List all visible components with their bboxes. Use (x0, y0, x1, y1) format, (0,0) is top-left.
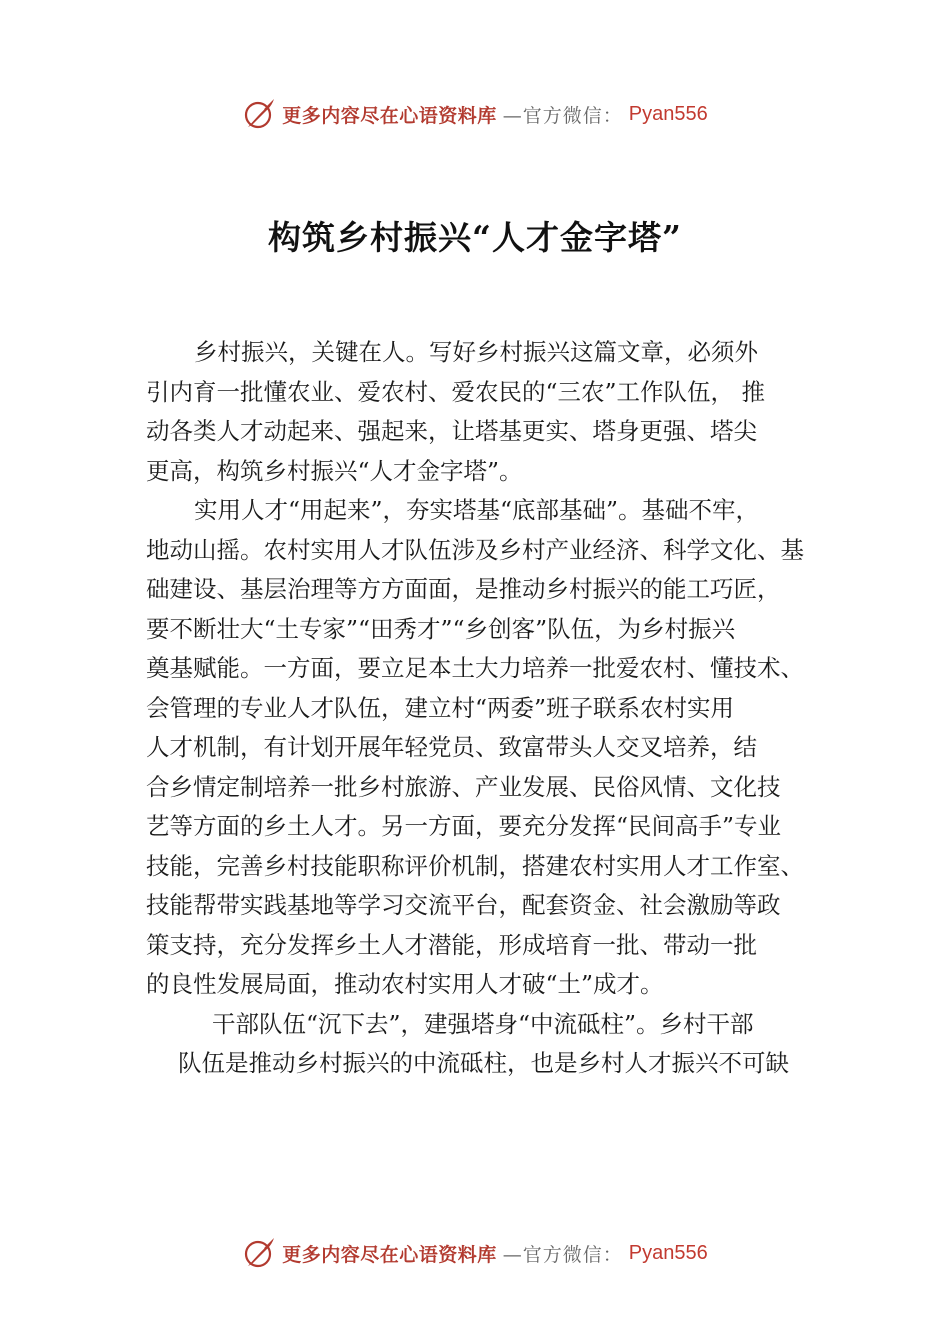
official-wechat-label: —官方微信： (502, 1243, 623, 1266)
text-line: 技能，完善乡村技能职称评价机制，搭建农村实用人才工作室、 (146, 851, 804, 880)
text-line: 人才机制，有计划开展年轻党员、致富带头人交叉培养，结 (146, 733, 757, 761)
brand-text: 更多内容尽在心语资料库 (282, 104, 497, 127)
text-line: 乡村振兴，关键在人。写好乡村振兴这篇文章，必须外 (194, 338, 758, 366)
paragraph-3 (146, 1005, 826, 1084)
text-line: 队伍是推动乡村振兴的中流砥柱，也是乡村人才振兴不可缺 (178, 1049, 789, 1077)
text-line: 动各类人才动起来、强起来，让塔基更实、塔身更强、塔尖 (146, 417, 757, 445)
feather-pen-logo-icon (242, 1236, 276, 1270)
text-line: 更高，构筑乡村振兴“人才金字塔”。 (146, 456, 523, 485)
wechat-id: Pyan556 (628, 1241, 708, 1264)
text-line: 引内育一批懂农业、爱农村、爱农民的“三农”工作队伍， 推 (146, 377, 765, 406)
official-wechat-label: —官方微信： (502, 104, 623, 127)
text-line: 艺等方面的乡土人才。另一方面，要充分发挥“民间高手”专业 (146, 812, 782, 840)
text-line: 策支持，充分发挥乡土人才潜能，形成培育一批、带动一批 (146, 930, 757, 959)
paragraph-2 (146, 491, 826, 1005)
footer-banner (0, 1233, 950, 1273)
text-line: 技能帮带实践基地等学习交流平台，配套资金、社会激励等政 (146, 891, 781, 919)
text-line: 干部队伍“沉下去”，建强塔身“中流砥柱”。乡村干部 (212, 1009, 754, 1038)
feather-pen-logo-icon (242, 97, 276, 131)
document-title: 构筑乡村振兴“人才金字塔” (268, 218, 682, 257)
text-line: 奠基赋能。一方面，要立足本土大力培养一批爱农村、懂技术、 (146, 654, 804, 682)
text-line: 的良性发展局面，推动农村实用人才破“土”成才。 (146, 970, 664, 998)
text-line: 础建设、基层治理等方方面面，是推动乡村振兴的能工巧匠， (146, 575, 781, 603)
document-body (146, 333, 826, 1084)
brand-text: 更多内容尽在心语资料库 (282, 1243, 497, 1266)
text-line: 合乡情定制培养一批乡村旅游、产业发展、民俗风情、文化技 (146, 772, 781, 801)
text-line: 要不断壮大“土专家”“田秀才”“乡创客”队伍，为乡村振兴 (146, 614, 736, 643)
text-line: 会管理的专业人才队伍，建立村“两委”班子联系农村实用 (146, 693, 735, 722)
paragraph-1 (146, 333, 826, 491)
wechat-id: Pyan556 (628, 102, 708, 125)
header-banner (0, 94, 950, 134)
text-line: 地动山摇。农村实用人才队伍涉及乡村产业经济、科学文化、基 (146, 535, 804, 564)
text-line: 实用人才“用起来”，夯实塔基“底部基础”。基础不牢， (194, 496, 760, 524)
